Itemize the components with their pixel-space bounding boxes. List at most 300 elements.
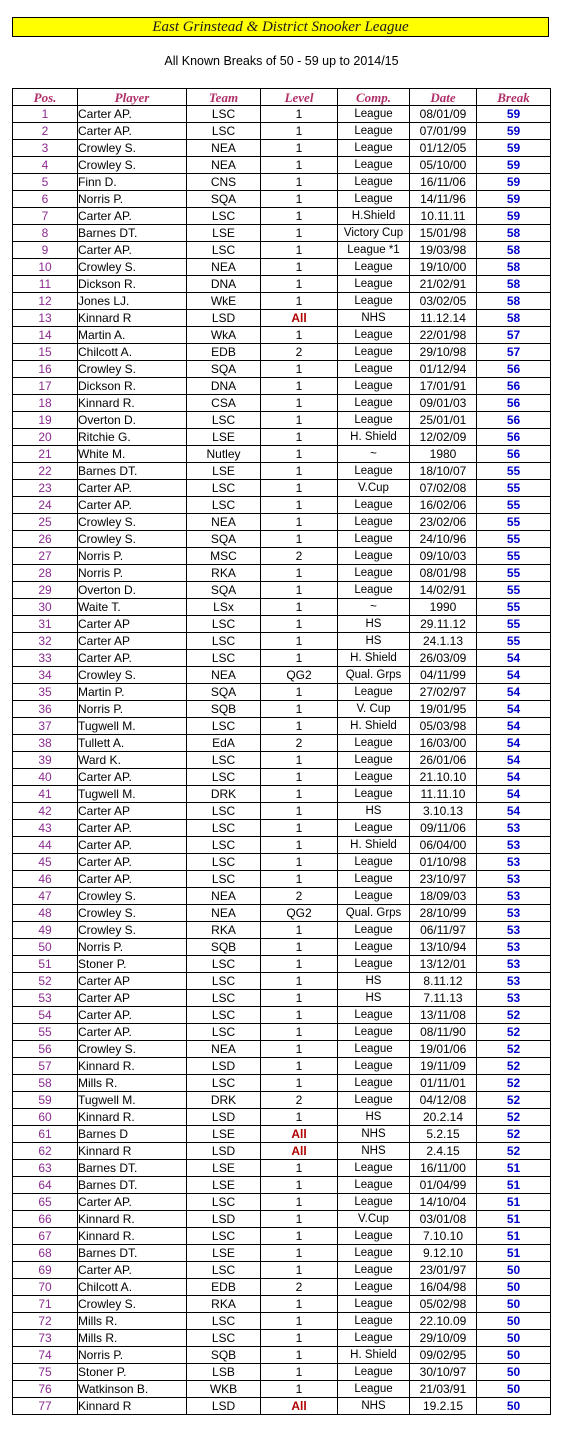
cell-comp: League (338, 1007, 410, 1024)
cell-pos: 22 (13, 463, 78, 480)
cell-break: 51 (477, 1211, 551, 1228)
cell-level: 1 (261, 650, 338, 667)
cell-level: All (261, 310, 338, 327)
cell-pos: 76 (13, 1381, 78, 1398)
table-row (13, 412, 551, 429)
cell-pos: 21 (13, 446, 78, 463)
cell-comp: League (338, 378, 410, 395)
cell-break: 58 (477, 276, 551, 293)
cell-player: Norris P. (78, 565, 187, 582)
header-comp: Comp. (338, 89, 410, 106)
table-row (13, 1092, 551, 1109)
table-row (13, 361, 551, 378)
cell-team: LSC (187, 123, 261, 140)
cell-break: 54 (477, 718, 551, 735)
cell-level: 1 (261, 208, 338, 225)
cell-player: Crowley S. (78, 1041, 187, 1058)
cell-date: 18/10/07 (410, 463, 477, 480)
cell-level: 1 (261, 446, 338, 463)
cell-pos: 36 (13, 701, 78, 718)
cell-team: LSC (187, 1007, 261, 1024)
table-row (13, 752, 551, 769)
cell-break: 55 (477, 548, 551, 565)
cell-break: 56 (477, 378, 551, 395)
cell-player: Norris P. (78, 191, 187, 208)
cell-level: 1 (261, 803, 338, 820)
cell-level: 1 (261, 106, 338, 123)
cell-level: 1 (261, 786, 338, 803)
cell-player: Crowley S. (78, 361, 187, 378)
table-row (13, 1347, 551, 1364)
cell-break: 55 (477, 616, 551, 633)
cell-player: Barnes D (78, 1126, 187, 1143)
cell-team: LSC (187, 973, 261, 990)
cell-date: 09/02/95 (410, 1347, 477, 1364)
cell-comp: League (338, 412, 410, 429)
cell-date: 11.11.10 (410, 786, 477, 803)
cell-comp: League (338, 1330, 410, 1347)
cell-level: 2 (261, 548, 338, 565)
cell-level: 1 (261, 463, 338, 480)
cell-pos: 55 (13, 1024, 78, 1041)
table-row (13, 548, 551, 565)
table-row (13, 1109, 551, 1126)
cell-player: Kinnard R. (78, 395, 187, 412)
cell-player: Crowley S. (78, 1296, 187, 1313)
cell-team: RKA (187, 1296, 261, 1313)
cell-player: Crowley S. (78, 905, 187, 922)
cell-team: WKB (187, 1381, 261, 1398)
cell-date: 23/01/97 (410, 1262, 477, 1279)
cell-team: CSA (187, 395, 261, 412)
cell-comp: League (338, 769, 410, 786)
cell-date: 14/02/91 (410, 582, 477, 599)
cell-comp: League (338, 106, 410, 123)
cell-pos: 74 (13, 1347, 78, 1364)
cell-player: Stoner P. (78, 1364, 187, 1381)
cell-date: 21/02/91 (410, 276, 477, 293)
cell-break: 52 (477, 1092, 551, 1109)
cell-date: 24.1.13 (410, 633, 477, 650)
cell-comp: League (338, 735, 410, 752)
cell-date: 09/11/06 (410, 820, 477, 837)
cell-level: 1 (261, 990, 338, 1007)
cell-pos: 54 (13, 1007, 78, 1024)
cell-date: 2.4.15 (410, 1143, 477, 1160)
cell-date: 08/01/98 (410, 565, 477, 582)
table-row (13, 1296, 551, 1313)
cell-team: LSD (187, 1109, 261, 1126)
cell-team: LSC (187, 650, 261, 667)
cell-pos: 1 (13, 106, 78, 123)
cell-pos: 29 (13, 582, 78, 599)
cell-team: LSC (187, 837, 261, 854)
cell-level: 1 (261, 1330, 338, 1347)
table-row (13, 820, 551, 837)
cell-comp: V. Cup (338, 701, 410, 718)
cell-team: LSC (187, 803, 261, 820)
cell-comp: H. Shield (338, 429, 410, 446)
cell-team: LSC (187, 412, 261, 429)
cell-player: Carter AP. (78, 871, 187, 888)
cell-pos: 28 (13, 565, 78, 582)
cell-date: 13/10/94 (410, 939, 477, 956)
cell-comp: League (338, 1058, 410, 1075)
header-level: Level (261, 89, 338, 106)
table-row (13, 106, 551, 123)
cell-team: MSC (187, 548, 261, 565)
cell-player: Carter AP. (78, 106, 187, 123)
cell-level: 1 (261, 157, 338, 174)
cell-date: 08/01/09 (410, 106, 477, 123)
cell-pos: 48 (13, 905, 78, 922)
cell-break: 59 (477, 157, 551, 174)
cell-pos: 35 (13, 684, 78, 701)
cell-player: Carter AP. (78, 1024, 187, 1041)
cell-date: 27/02/97 (410, 684, 477, 701)
cell-date: 01/04/99 (410, 1177, 477, 1194)
cell-player: Barnes DT. (78, 1245, 187, 1262)
cell-player: Tugwell M. (78, 718, 187, 735)
cell-pos: 72 (13, 1313, 78, 1330)
cell-break: 50 (477, 1279, 551, 1296)
cell-player: Jones LJ. (78, 293, 187, 310)
cell-pos: 25 (13, 514, 78, 531)
cell-break: 57 (477, 327, 551, 344)
table-row (13, 650, 551, 667)
table-row (13, 684, 551, 701)
cell-break: 50 (477, 1330, 551, 1347)
cell-pos: 63 (13, 1160, 78, 1177)
cell-pos: 53 (13, 990, 78, 1007)
cell-comp: League (338, 684, 410, 701)
cell-date: 29/10/09 (410, 1330, 477, 1347)
cell-team: RKA (187, 565, 261, 582)
cell-break: 54 (477, 667, 551, 684)
cell-break: 57 (477, 344, 551, 361)
cell-player: Kinnard R. (78, 1058, 187, 1075)
cell-level: 1 (261, 1024, 338, 1041)
cell-player: Carter AP (78, 803, 187, 820)
cell-comp: League (338, 888, 410, 905)
cell-date: 26/01/06 (410, 752, 477, 769)
cell-break: 53 (477, 820, 551, 837)
cell-team: WkE (187, 293, 261, 310)
cell-level: 1 (261, 1296, 338, 1313)
cell-comp: League (338, 752, 410, 769)
table-row (13, 939, 551, 956)
cell-date: 21.10.10 (410, 769, 477, 786)
cell-team: LSC (187, 633, 261, 650)
cell-date: 19/01/95 (410, 701, 477, 718)
table-row (13, 786, 551, 803)
cell-team: SQA (187, 582, 261, 599)
cell-pos: 27 (13, 548, 78, 565)
cell-pos: 41 (13, 786, 78, 803)
cell-player: Carter AP. (78, 1007, 187, 1024)
cell-comp: H. Shield (338, 650, 410, 667)
cell-player: Tugwell M. (78, 1092, 187, 1109)
table-row (13, 463, 551, 480)
cell-player: Carter AP. (78, 208, 187, 225)
cell-team: LSC (187, 1262, 261, 1279)
cell-player: Tugwell M. (78, 786, 187, 803)
table-row (13, 344, 551, 361)
cell-break: 52 (477, 1041, 551, 1058)
header-pos: Pos. (13, 89, 78, 106)
cell-team: NEA (187, 514, 261, 531)
cell-pos: 23 (13, 480, 78, 497)
cell-player: Tullett A. (78, 735, 187, 752)
cell-pos: 19 (13, 412, 78, 429)
table-row (13, 157, 551, 174)
cell-comp: NHS (338, 1126, 410, 1143)
cell-team: LSE (187, 1245, 261, 1262)
table-row (13, 531, 551, 548)
cell-level: 1 (261, 565, 338, 582)
cell-break: 50 (477, 1364, 551, 1381)
cell-break: 54 (477, 803, 551, 820)
table-row (13, 1160, 551, 1177)
cell-team: CNS (187, 174, 261, 191)
cell-date: 09/01/03 (410, 395, 477, 412)
cell-pos: 46 (13, 871, 78, 888)
table-row (13, 718, 551, 735)
cell-team: SQA (187, 684, 261, 701)
cell-comp: League (338, 157, 410, 174)
cell-break: 56 (477, 429, 551, 446)
cell-date: 7.10.10 (410, 1228, 477, 1245)
cell-break: 59 (477, 140, 551, 157)
cell-pos: 17 (13, 378, 78, 395)
cell-player: Carter AP. (78, 1194, 187, 1211)
cell-pos: 65 (13, 1194, 78, 1211)
cell-comp: HS (338, 616, 410, 633)
table-row (13, 973, 551, 990)
cell-comp: League (338, 956, 410, 973)
cell-level: 1 (261, 1160, 338, 1177)
cell-break: 53 (477, 905, 551, 922)
cell-player: Carter AP. (78, 242, 187, 259)
cell-break: 50 (477, 1398, 551, 1415)
cell-date: 16/11/06 (410, 174, 477, 191)
cell-date: 07/01/99 (410, 123, 477, 140)
cell-pos: 6 (13, 191, 78, 208)
cell-break: 56 (477, 395, 551, 412)
cell-break: 59 (477, 191, 551, 208)
cell-date: 17/01/91 (410, 378, 477, 395)
cell-team: DRK (187, 786, 261, 803)
cell-date: 19/11/09 (410, 1058, 477, 1075)
cell-team: LSC (187, 718, 261, 735)
cell-team: LSC (187, 616, 261, 633)
cell-break: 52 (477, 1075, 551, 1092)
cell-break: 53 (477, 939, 551, 956)
cell-player: Carter AP. (78, 650, 187, 667)
table-row (13, 208, 551, 225)
cell-comp: League (338, 191, 410, 208)
cell-level: 1 (261, 684, 338, 701)
table-row (13, 735, 551, 752)
cell-level: 1 (261, 276, 338, 293)
cell-team: LSE (187, 1177, 261, 1194)
cell-pos: 9 (13, 242, 78, 259)
cell-level: 1 (261, 633, 338, 650)
cell-team: LSC (187, 990, 261, 1007)
cell-player: Norris P. (78, 939, 187, 956)
cell-pos: 8 (13, 225, 78, 242)
cell-date: 20.2.14 (410, 1109, 477, 1126)
cell-break: 52 (477, 1143, 551, 1160)
cell-comp: League (338, 1279, 410, 1296)
cell-team: SQA (187, 361, 261, 378)
cell-player: Carter AP (78, 616, 187, 633)
cell-level: All (261, 1143, 338, 1160)
cell-level: 1 (261, 1194, 338, 1211)
table-row (13, 633, 551, 650)
cell-date: 09/10/03 (410, 548, 477, 565)
cell-team: LSE (187, 429, 261, 446)
cell-player: Ritchie G. (78, 429, 187, 446)
cell-level: 1 (261, 514, 338, 531)
table-row (13, 905, 551, 922)
cell-player: Mills R. (78, 1330, 187, 1347)
cell-level: 1 (261, 1364, 338, 1381)
cell-date: 10.11.11 (410, 208, 477, 225)
cell-break: 54 (477, 735, 551, 752)
table-row (13, 769, 551, 786)
header-team: Team (187, 89, 261, 106)
cell-team: NEA (187, 888, 261, 905)
cell-level: QG2 (261, 667, 338, 684)
table-row (13, 1330, 551, 1347)
cell-level: 1 (261, 123, 338, 140)
table-row (13, 837, 551, 854)
cell-pos: 3 (13, 140, 78, 157)
cell-date: 03/02/05 (410, 293, 477, 310)
cell-pos: 60 (13, 1109, 78, 1126)
cell-date: 26/03/09 (410, 650, 477, 667)
cell-player: Waite T. (78, 599, 187, 616)
cell-comp: NHS (338, 310, 410, 327)
cell-break: 51 (477, 1228, 551, 1245)
cell-date: 05/03/98 (410, 718, 477, 735)
cell-break: 52 (477, 1109, 551, 1126)
cell-team: LSC (187, 1194, 261, 1211)
cell-comp: H. Shield (338, 1347, 410, 1364)
cell-player: Norris P. (78, 548, 187, 565)
cell-team: LSC (187, 854, 261, 871)
cell-team: NEA (187, 667, 261, 684)
cell-break: 52 (477, 1007, 551, 1024)
cell-team: LSC (187, 871, 261, 888)
table-row (13, 871, 551, 888)
cell-level: 1 (261, 854, 338, 871)
cell-level: 1 (261, 973, 338, 990)
cell-level: 1 (261, 752, 338, 769)
cell-player: Carter AP. (78, 497, 187, 514)
cell-date: 08/11/90 (410, 1024, 477, 1041)
cell-pos: 5 (13, 174, 78, 191)
cell-pos: 33 (13, 650, 78, 667)
cell-comp: League (338, 871, 410, 888)
cell-team: DNA (187, 378, 261, 395)
cell-pos: 45 (13, 854, 78, 871)
cell-level: 1 (261, 1245, 338, 1262)
cell-level: QG2 (261, 905, 338, 922)
cell-comp: League (338, 293, 410, 310)
breaks-table (12, 88, 551, 1415)
cell-date: 23/10/97 (410, 871, 477, 888)
cell-comp: League (338, 1381, 410, 1398)
cell-team: LSD (187, 1143, 261, 1160)
header-break: Break (477, 89, 551, 106)
cell-level: 1 (261, 1228, 338, 1245)
cell-player: Carter AP (78, 990, 187, 1007)
cell-break: 55 (477, 480, 551, 497)
cell-player: Crowley S. (78, 259, 187, 276)
cell-break: 55 (477, 531, 551, 548)
cell-player: Barnes DT. (78, 1160, 187, 1177)
cell-break: 55 (477, 582, 551, 599)
cell-date: 14/10/04 (410, 1194, 477, 1211)
cell-player: Carter AP. (78, 769, 187, 786)
cell-level: 1 (261, 701, 338, 718)
table-row (13, 667, 551, 684)
cell-pos: 66 (13, 1211, 78, 1228)
cell-comp: V.Cup (338, 480, 410, 497)
cell-team: LSD (187, 1398, 261, 1415)
cell-level: 1 (261, 1007, 338, 1024)
cell-break: 50 (477, 1262, 551, 1279)
cell-team: LSC (187, 242, 261, 259)
cell-pos: 62 (13, 1143, 78, 1160)
cell-pos: 34 (13, 667, 78, 684)
cell-team: LSx (187, 599, 261, 616)
header-date: Date (410, 89, 477, 106)
cell-team: LSC (187, 208, 261, 225)
cell-player: Carter AP. (78, 480, 187, 497)
cell-team: EDB (187, 344, 261, 361)
cell-level: 1 (261, 480, 338, 497)
cell-team: LSD (187, 1211, 261, 1228)
cell-team: SQB (187, 939, 261, 956)
cell-comp: League (338, 548, 410, 565)
table-row (13, 174, 551, 191)
cell-player: Finn D. (78, 174, 187, 191)
cell-comp: League (338, 582, 410, 599)
cell-team: LSC (187, 1024, 261, 1041)
cell-date: 07/02/08 (410, 480, 477, 497)
cell-comp: League (338, 1296, 410, 1313)
cell-comp: League (338, 939, 410, 956)
cell-level: 1 (261, 1109, 338, 1126)
cell-break: 54 (477, 701, 551, 718)
table-body (13, 106, 551, 1415)
cell-break: 53 (477, 922, 551, 939)
table-row (13, 480, 551, 497)
cell-break: 51 (477, 1245, 551, 1262)
cell-comp: League (338, 344, 410, 361)
cell-player: Kinnard R (78, 1398, 187, 1415)
cell-break: 51 (477, 1160, 551, 1177)
cell-date: 19/10/00 (410, 259, 477, 276)
cell-level: 1 (261, 1313, 338, 1330)
cell-team: LSC (187, 1313, 261, 1330)
cell-date: 18/09/03 (410, 888, 477, 905)
cell-break: 58 (477, 225, 551, 242)
cell-comp: League (338, 1364, 410, 1381)
